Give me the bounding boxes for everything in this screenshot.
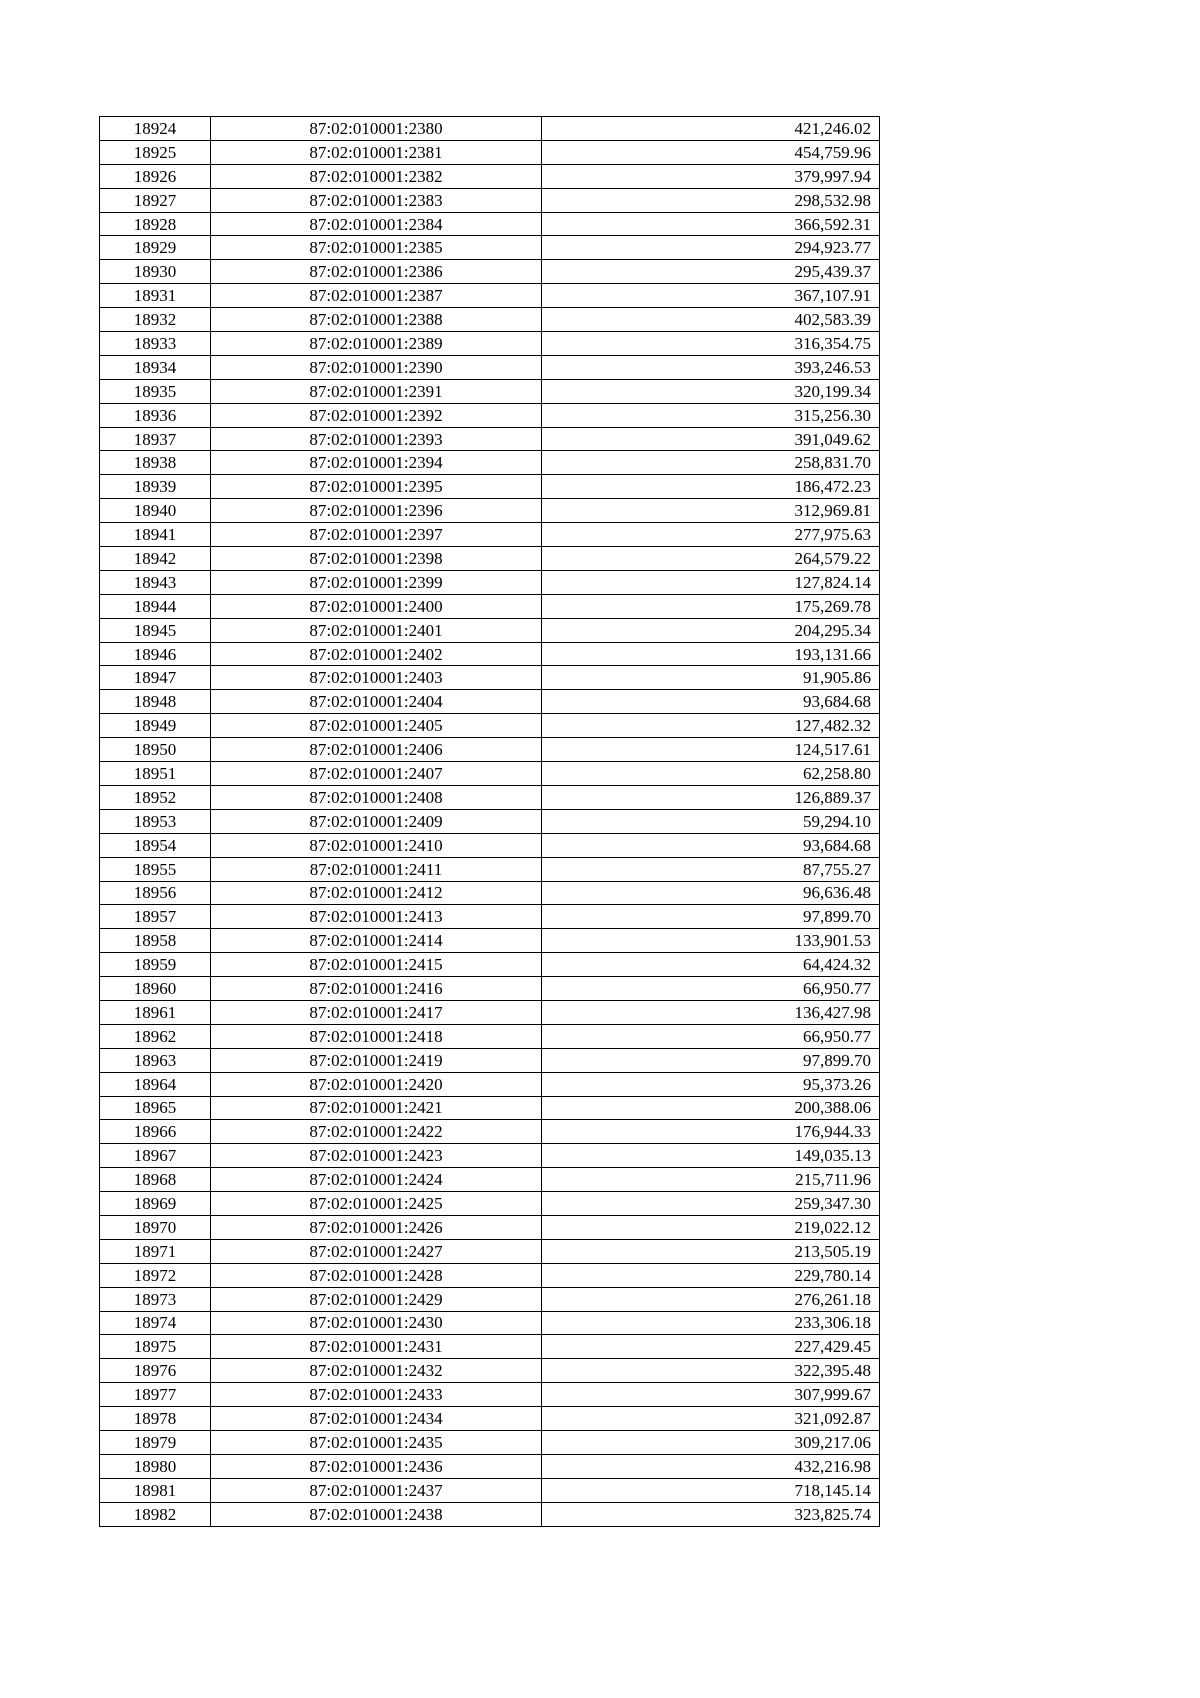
value-cell: 294,923.77 <box>542 236 880 260</box>
row-number-cell: 18976 <box>100 1359 211 1383</box>
value-cell: 366,592.31 <box>542 212 880 236</box>
table-row <box>100 690 880 714</box>
cadastral-number-cell: 87:02:010001:2413 <box>211 905 542 929</box>
row-number-cell: 18958 <box>100 929 211 953</box>
row-number-cell: 18941 <box>100 523 211 547</box>
value-cell: 124,517.61 <box>542 738 880 762</box>
value-cell: 96,636.48 <box>542 881 880 905</box>
value-cell: 215,711.96 <box>542 1168 880 1192</box>
cadastral-number-cell: 87:02:010001:2380 <box>211 117 542 141</box>
value-cell: 233,306.18 <box>542 1311 880 1335</box>
cadastral-number-cell: 87:02:010001:2395 <box>211 475 542 499</box>
table-row <box>100 260 880 284</box>
value-cell: 91,905.86 <box>542 666 880 690</box>
table-row <box>100 857 880 881</box>
row-number-cell: 18934 <box>100 355 211 379</box>
value-cell: 421,246.02 <box>542 117 880 141</box>
cadastral-number-cell: 87:02:010001:2436 <box>211 1454 542 1478</box>
table-row <box>100 714 880 738</box>
row-number-cell: 18944 <box>100 594 211 618</box>
row-number-cell: 18932 <box>100 308 211 332</box>
table-row <box>100 929 880 953</box>
row-number-cell: 18962 <box>100 1024 211 1048</box>
cadastral-number-cell: 87:02:010001:2396 <box>211 499 542 523</box>
cadastral-number-cell: 87:02:010001:2405 <box>211 714 542 738</box>
row-number-cell: 18947 <box>100 666 211 690</box>
value-cell: 316,354.75 <box>542 332 880 356</box>
table-row <box>100 953 880 977</box>
row-number-cell: 18977 <box>100 1383 211 1407</box>
cadastral-number-cell: 87:02:010001:2427 <box>211 1239 542 1263</box>
cadastral-number-cell: 87:02:010001:2400 <box>211 594 542 618</box>
row-number-cell: 18952 <box>100 785 211 809</box>
table-row <box>100 833 880 857</box>
value-cell: 718,145.14 <box>542 1478 880 1502</box>
cadastral-number-cell: 87:02:010001:2387 <box>211 284 542 308</box>
cadastral-number-cell: 87:02:010001:2388 <box>211 308 542 332</box>
cadastral-number-cell: 87:02:010001:2386 <box>211 260 542 284</box>
cadastral-number-cell: 87:02:010001:2424 <box>211 1168 542 1192</box>
value-cell: 93,684.68 <box>542 833 880 857</box>
table-row <box>100 1311 880 1335</box>
table-row <box>100 881 880 905</box>
value-cell: 312,969.81 <box>542 499 880 523</box>
row-number-cell: 18935 <box>100 379 211 403</box>
value-cell: 277,975.63 <box>542 523 880 547</box>
table-row <box>100 1335 880 1359</box>
row-number-cell: 18946 <box>100 642 211 666</box>
row-number-cell: 18974 <box>100 1311 211 1335</box>
table-row <box>100 140 880 164</box>
value-cell: 219,022.12 <box>542 1215 880 1239</box>
table-row <box>100 1502 880 1526</box>
cadastral-number-cell: 87:02:010001:2431 <box>211 1335 542 1359</box>
table-row <box>100 738 880 762</box>
value-cell: 315,256.30 <box>542 403 880 427</box>
value-cell: 393,246.53 <box>542 355 880 379</box>
row-number-cell: 18966 <box>100 1120 211 1144</box>
value-cell: 136,427.98 <box>542 1000 880 1024</box>
row-number-cell: 18931 <box>100 284 211 308</box>
value-cell: 229,780.14 <box>542 1263 880 1287</box>
value-cell: 309,217.06 <box>542 1430 880 1454</box>
value-cell: 259,347.30 <box>542 1192 880 1216</box>
value-cell: 133,901.53 <box>542 929 880 953</box>
row-number-cell: 18981 <box>100 1478 211 1502</box>
value-cell: 454,759.96 <box>542 140 880 164</box>
row-number-cell: 18939 <box>100 475 211 499</box>
table-row <box>100 905 880 929</box>
value-cell: 323,825.74 <box>542 1502 880 1526</box>
table-row <box>100 1407 880 1431</box>
table-row <box>100 547 880 571</box>
row-number-cell: 18930 <box>100 260 211 284</box>
row-number-cell: 18982 <box>100 1502 211 1526</box>
value-cell: 307,999.67 <box>542 1383 880 1407</box>
cadastral-number-cell: 87:02:010001:2397 <box>211 523 542 547</box>
value-cell: 127,824.14 <box>542 570 880 594</box>
cadastral-number-cell: 87:02:010001:2430 <box>211 1311 542 1335</box>
cadastral-number-cell: 87:02:010001:2401 <box>211 618 542 642</box>
row-number-cell: 18954 <box>100 833 211 857</box>
table-row <box>100 284 880 308</box>
row-number-cell: 18956 <box>100 881 211 905</box>
value-cell: 97,899.70 <box>542 1048 880 1072</box>
cadastral-number-cell: 87:02:010001:2420 <box>211 1072 542 1096</box>
table-row <box>100 427 880 451</box>
value-cell: 176,944.33 <box>542 1120 880 1144</box>
cadastral-number-cell: 87:02:010001:2419 <box>211 1048 542 1072</box>
cadastral-number-cell: 87:02:010001:2416 <box>211 977 542 1001</box>
table-row <box>100 1000 880 1024</box>
table-row <box>100 1048 880 1072</box>
cadastral-number-cell: 87:02:010001:2437 <box>211 1478 542 1502</box>
table-row <box>100 1430 880 1454</box>
table-row <box>100 618 880 642</box>
cadastral-number-cell: 87:02:010001:2383 <box>211 188 542 212</box>
table-row <box>100 570 880 594</box>
row-number-cell: 18927 <box>100 188 211 212</box>
table-row <box>100 785 880 809</box>
value-cell: 66,950.77 <box>542 1024 880 1048</box>
cadastral-number-cell: 87:02:010001:2390 <box>211 355 542 379</box>
value-cell: 391,049.62 <box>542 427 880 451</box>
table-row <box>100 1287 880 1311</box>
value-cell: 186,472.23 <box>542 475 880 499</box>
cadastral-number-cell: 87:02:010001:2399 <box>211 570 542 594</box>
table-row <box>100 1478 880 1502</box>
cadastral-number-cell: 87:02:010001:2402 <box>211 642 542 666</box>
table-row <box>100 1072 880 1096</box>
value-cell: 258,831.70 <box>542 451 880 475</box>
table-row <box>100 1359 880 1383</box>
cadastral-number-cell: 87:02:010001:2438 <box>211 1502 542 1526</box>
table-row <box>100 403 880 427</box>
value-cell: 126,889.37 <box>542 785 880 809</box>
cadastral-number-cell: 87:02:010001:2389 <box>211 332 542 356</box>
table-row <box>100 594 880 618</box>
cadastral-number-cell: 87:02:010001:2411 <box>211 857 542 881</box>
data-table <box>99 116 880 1527</box>
cadastral-number-cell: 87:02:010001:2428 <box>211 1263 542 1287</box>
value-cell: 64,424.32 <box>542 953 880 977</box>
cadastral-number-cell: 87:02:010001:2393 <box>211 427 542 451</box>
cadastral-number-cell: 87:02:010001:2404 <box>211 690 542 714</box>
row-number-cell: 18924 <box>100 117 211 141</box>
row-number-cell: 18978 <box>100 1407 211 1431</box>
row-number-cell: 18957 <box>100 905 211 929</box>
value-cell: 321,092.87 <box>542 1407 880 1431</box>
cadastral-number-cell: 87:02:010001:2421 <box>211 1096 542 1120</box>
table-row <box>100 1239 880 1263</box>
table-row <box>100 642 880 666</box>
row-number-cell: 18953 <box>100 809 211 833</box>
row-number-cell: 18963 <box>100 1048 211 1072</box>
cadastral-number-cell: 87:02:010001:2415 <box>211 953 542 977</box>
row-number-cell: 18964 <box>100 1072 211 1096</box>
cadastral-number-cell: 87:02:010001:2429 <box>211 1287 542 1311</box>
row-number-cell: 18967 <box>100 1144 211 1168</box>
row-number-cell: 18973 <box>100 1287 211 1311</box>
cadastral-number-cell: 87:02:010001:2422 <box>211 1120 542 1144</box>
cadastral-number-cell: 87:02:010001:2425 <box>211 1192 542 1216</box>
row-number-cell: 18980 <box>100 1454 211 1478</box>
table-row <box>100 1192 880 1216</box>
row-number-cell: 18945 <box>100 618 211 642</box>
table-row <box>100 308 880 332</box>
row-number-cell: 18938 <box>100 451 211 475</box>
value-cell: 227,429.45 <box>542 1335 880 1359</box>
row-number-cell: 18960 <box>100 977 211 1001</box>
value-cell: 402,583.39 <box>542 308 880 332</box>
value-cell: 264,579.22 <box>542 547 880 571</box>
table-row <box>100 499 880 523</box>
table-body <box>100 117 880 1527</box>
cadastral-number-cell: 87:02:010001:2394 <box>211 451 542 475</box>
value-cell: 320,199.34 <box>542 379 880 403</box>
table-row <box>100 1120 880 1144</box>
table-row <box>100 379 880 403</box>
row-number-cell: 18979 <box>100 1430 211 1454</box>
table-row <box>100 117 880 141</box>
row-number-cell: 18929 <box>100 236 211 260</box>
cadastral-number-cell: 87:02:010001:2384 <box>211 212 542 236</box>
row-number-cell: 18949 <box>100 714 211 738</box>
row-number-cell: 18971 <box>100 1239 211 1263</box>
value-cell: 298,532.98 <box>542 188 880 212</box>
cadastral-number-cell: 87:02:010001:2433 <box>211 1383 542 1407</box>
cadastral-number-cell: 87:02:010001:2403 <box>211 666 542 690</box>
cadastral-number-cell: 87:02:010001:2417 <box>211 1000 542 1024</box>
cadastral-number-cell: 87:02:010001:2406 <box>211 738 542 762</box>
table-row <box>100 451 880 475</box>
table-row <box>100 332 880 356</box>
cadastral-number-cell: 87:02:010001:2385 <box>211 236 542 260</box>
row-number-cell: 18933 <box>100 332 211 356</box>
cadastral-number-cell: 87:02:010001:2392 <box>211 403 542 427</box>
table-row <box>100 475 880 499</box>
cadastral-number-cell: 87:02:010001:2408 <box>211 785 542 809</box>
value-cell: 93,684.68 <box>542 690 880 714</box>
row-number-cell: 18959 <box>100 953 211 977</box>
row-number-cell: 18975 <box>100 1335 211 1359</box>
value-cell: 62,258.80 <box>542 762 880 786</box>
table-row <box>100 1263 880 1287</box>
value-cell: 149,035.13 <box>542 1144 880 1168</box>
value-cell: 175,269.78 <box>542 594 880 618</box>
table-row <box>100 212 880 236</box>
row-number-cell: 18928 <box>100 212 211 236</box>
row-number-cell: 18969 <box>100 1192 211 1216</box>
value-cell: 59,294.10 <box>542 809 880 833</box>
value-cell: 66,950.77 <box>542 977 880 1001</box>
row-number-cell: 18926 <box>100 164 211 188</box>
row-number-cell: 18950 <box>100 738 211 762</box>
value-cell: 213,505.19 <box>542 1239 880 1263</box>
table-row <box>100 977 880 1001</box>
value-cell: 276,261.18 <box>542 1287 880 1311</box>
value-cell: 432,216.98 <box>542 1454 880 1478</box>
row-number-cell: 18968 <box>100 1168 211 1192</box>
table-row <box>100 1144 880 1168</box>
value-cell: 379,997.94 <box>542 164 880 188</box>
table-row <box>100 188 880 212</box>
cadastral-number-cell: 87:02:010001:2426 <box>211 1215 542 1239</box>
value-cell: 127,482.32 <box>542 714 880 738</box>
row-number-cell: 18972 <box>100 1263 211 1287</box>
table-row <box>100 1454 880 1478</box>
row-number-cell: 18943 <box>100 570 211 594</box>
cadastral-number-cell: 87:02:010001:2432 <box>211 1359 542 1383</box>
cadastral-number-cell: 87:02:010001:2409 <box>211 809 542 833</box>
cadastral-number-cell: 87:02:010001:2423 <box>211 1144 542 1168</box>
cadastral-number-cell: 87:02:010001:2407 <box>211 762 542 786</box>
value-cell: 322,395.48 <box>542 1359 880 1383</box>
row-number-cell: 18970 <box>100 1215 211 1239</box>
row-number-cell: 18925 <box>100 140 211 164</box>
table-row <box>100 164 880 188</box>
cadastral-number-cell: 87:02:010001:2435 <box>211 1430 542 1454</box>
value-cell: 367,107.91 <box>542 284 880 308</box>
cadastral-number-cell: 87:02:010001:2418 <box>211 1024 542 1048</box>
table-row <box>100 1096 880 1120</box>
cadastral-number-cell: 87:02:010001:2412 <box>211 881 542 905</box>
table-row <box>100 236 880 260</box>
value-cell: 295,439.37 <box>542 260 880 284</box>
row-number-cell: 18951 <box>100 762 211 786</box>
value-cell: 97,899.70 <box>542 905 880 929</box>
row-number-cell: 18948 <box>100 690 211 714</box>
value-cell: 200,388.06 <box>542 1096 880 1120</box>
row-number-cell: 18955 <box>100 857 211 881</box>
value-cell: 95,373.26 <box>542 1072 880 1096</box>
value-cell: 204,295.34 <box>542 618 880 642</box>
table-row <box>100 809 880 833</box>
row-number-cell: 18942 <box>100 547 211 571</box>
table-row <box>100 523 880 547</box>
row-number-cell: 18937 <box>100 427 211 451</box>
table-row <box>100 355 880 379</box>
cadastral-number-cell: 87:02:010001:2398 <box>211 547 542 571</box>
cadastral-number-cell: 87:02:010001:2414 <box>211 929 542 953</box>
row-number-cell: 18936 <box>100 403 211 427</box>
table-row <box>100 666 880 690</box>
table-row <box>100 762 880 786</box>
cadastral-number-cell: 87:02:010001:2382 <box>211 164 542 188</box>
table-row <box>100 1024 880 1048</box>
value-cell: 193,131.66 <box>542 642 880 666</box>
table-row <box>100 1215 880 1239</box>
cadastral-number-cell: 87:02:010001:2434 <box>211 1407 542 1431</box>
table-row <box>100 1168 880 1192</box>
row-number-cell: 18940 <box>100 499 211 523</box>
row-number-cell: 18965 <box>100 1096 211 1120</box>
row-number-cell: 18961 <box>100 1000 211 1024</box>
value-cell: 87,755.27 <box>542 857 880 881</box>
table-row <box>100 1383 880 1407</box>
cadastral-number-cell: 87:02:010001:2391 <box>211 379 542 403</box>
cadastral-number-cell: 87:02:010001:2381 <box>211 140 542 164</box>
cadastral-number-cell: 87:02:010001:2410 <box>211 833 542 857</box>
